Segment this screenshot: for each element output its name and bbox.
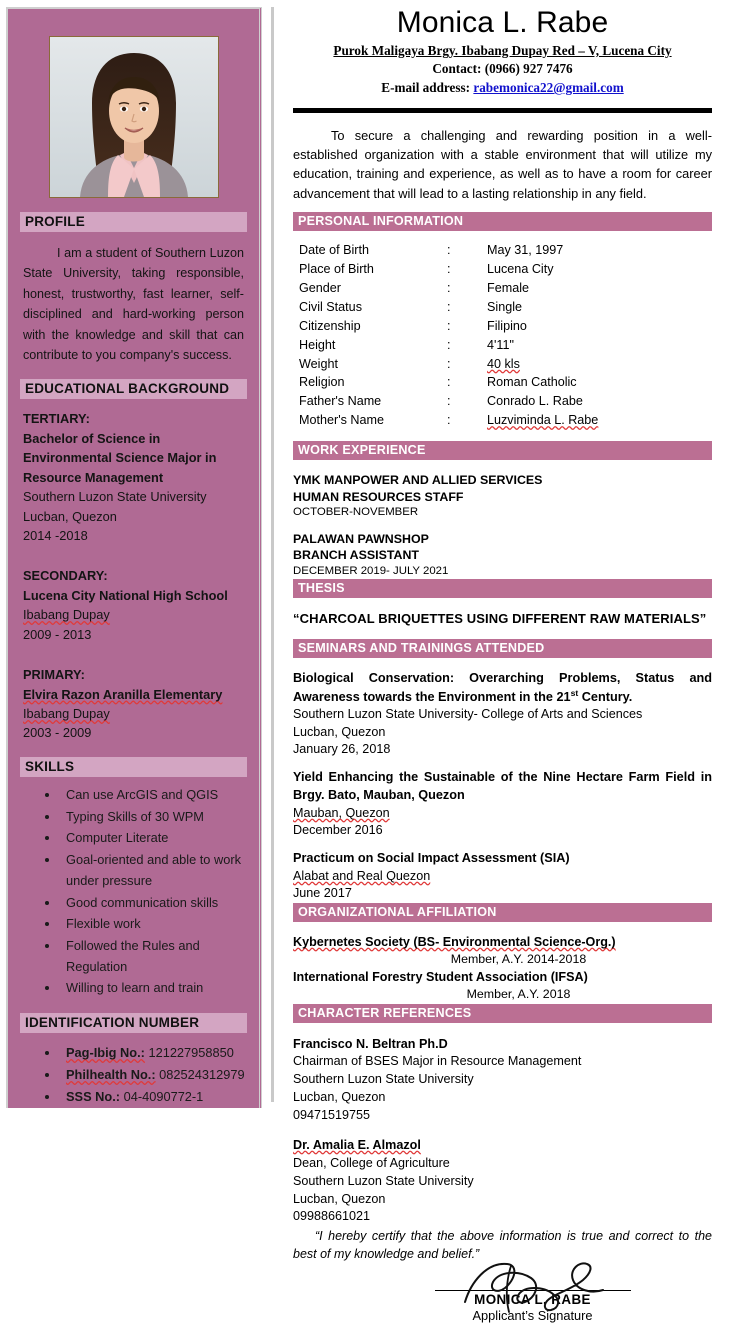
job-company: YMK MANPOWER AND ALLIED SERVICES <box>293 473 543 488</box>
list-item: • Willing to learn and train <box>60 978 247 999</box>
field-label: Place of Birth <box>299 262 374 277</box>
list-item: • Computer Literate <box>60 828 247 849</box>
id-label: Pag-Ibig No.: <box>66 1045 145 1061</box>
education-school: Ibabang Dupay <box>23 607 110 623</box>
job-dates: OCTOBER-NOVEMBER <box>293 506 419 519</box>
education-location: Lucban, Quezon <box>23 508 117 524</box>
field-label: Religion <box>299 375 345 390</box>
organization-name: International Forestry Student Association (IFSA) <box>293 969 588 984</box>
table-row <box>299 374 598 393</box>
education-body <box>20 409 247 743</box>
reference-name: Francisco N. Beltran Ph.D <box>293 1036 448 1051</box>
table-row <box>299 242 598 261</box>
education-program-line: Lucena City National High School <box>23 587 228 603</box>
list-item: • Typing Skills of 30 WPM <box>60 807 247 828</box>
field-value: Conrado L. Rabe <box>487 394 583 409</box>
header-contact: Contact: (0966) 927 7476 <box>432 61 573 77</box>
spacer <box>293 1125 712 1137</box>
sidebar-heading-skills: SKILLS <box>20 757 247 777</box>
seminar-line: June 2017 <box>293 886 352 901</box>
organization-role: Member, A.Y. 2018 <box>466 987 571 1002</box>
reference-line: Dean, College of Agriculture <box>293 1155 450 1170</box>
field-label: Gender <box>299 281 342 296</box>
profile-body <box>20 243 247 365</box>
signature-block <box>293 1290 712 1325</box>
table-row <box>299 280 598 299</box>
list-item <box>60 1086 247 1108</box>
thesis-title: “CHARCOAL BRIQUETTES USING DIFFERENT RAW MATERIALS” <box>293 611 707 627</box>
job-dates: DECEMBER 2019- JULY 2021 <box>293 564 449 577</box>
objective-text: To secure a challenging and rewarding position in a well-established organization with a stable environment that will utilize my education, training and experience, as well as to have a room for career advancement that will lead to a lasting relationship in any field. <box>293 127 712 201</box>
reference-line: Chairman of BSES Major in Resource Management <box>293 1054 582 1069</box>
seminars-body <box>293 670 712 902</box>
education-years: 2014 -2018 <box>23 527 88 543</box>
list-item <box>60 1064 247 1086</box>
seminar-title: Biological Conservation: Overarching Problems, Status and Awareness towards the Environment in the 21st Century. <box>293 671 712 704</box>
list-item: • Flexible work <box>60 914 247 935</box>
job-position: BRANCH ASSISTANT <box>293 548 419 563</box>
table-row <box>299 318 598 337</box>
main-column <box>281 0 750 1323</box>
email-link[interactable]: rabemonica22@gmail.com <box>473 80 624 96</box>
sidebar-panel <box>6 7 262 1108</box>
education-program-line: Bachelor of Science in <box>23 430 161 446</box>
seminar-title: Practicum on Social Impact Assessment (SIA) <box>293 851 570 866</box>
seminar-line: Mauban, Quezon <box>293 805 390 820</box>
section-heading-character-references: CHARACTER REFERENCES <box>293 1004 712 1023</box>
email-label: E-mail address: <box>381 80 471 96</box>
sidebar-heading-profile: PROFILE <box>20 212 247 232</box>
divider <box>293 108 712 113</box>
education-years: 2009 - 2013 <box>23 626 92 642</box>
field-separator: : <box>447 243 451 258</box>
signature-name: MONICA L. RABE <box>474 1291 591 1307</box>
section-heading-work-experience: WORK EXPERIENCE <box>293 441 712 460</box>
field-separator: : <box>447 318 451 333</box>
sidebar-heading-identification: IDENTIFICATION NUMBER <box>20 1013 247 1033</box>
education-level: PRIMARY: <box>23 667 85 683</box>
job-company: PALAWAN PAWNSHOP <box>293 531 429 546</box>
reference-phone: 09471519755 <box>293 1108 371 1122</box>
applicant-photo <box>49 36 219 198</box>
education-entry <box>23 665 244 743</box>
organizational-affiliation-body <box>293 934 712 1004</box>
field-separator: : <box>447 394 451 409</box>
section-heading-seminars: SEMINARS AND TRAININGS ATTENDED <box>293 639 712 658</box>
field-value: May 31, 1997 <box>487 243 564 258</box>
skills-list <box>20 785 247 999</box>
table-row <box>299 299 598 318</box>
field-label: Weight <box>299 356 338 371</box>
field-label: Date of Birth <box>299 243 369 258</box>
reference-line: Lucban, Quezon <box>293 1090 386 1105</box>
personal-information-table <box>299 242 598 431</box>
signature-line <box>435 1290 631 1291</box>
signature-caption: Applicant’s Signature <box>472 1307 593 1323</box>
signature-inner <box>435 1290 631 1323</box>
seminar-entry <box>293 670 712 758</box>
job-position: HUMAN RESOURCES STAFF <box>293 489 464 504</box>
education-entry <box>23 566 244 644</box>
seminar-entry <box>293 769 712 839</box>
spacer <box>23 644 244 655</box>
id-label: SSS No.: <box>66 1089 121 1105</box>
field-value: Roman Catholic <box>487 375 577 390</box>
field-separator: : <box>447 375 451 390</box>
organization-name: Kybernetes Society (BS- Environmental Science-Org.) <box>293 934 616 949</box>
seminar-line: Southern Luzon State University- College of Arts and Sciences <box>293 707 643 722</box>
reference-line: Lucban, Quezon <box>293 1191 386 1206</box>
spacer <box>293 521 712 531</box>
job-entry <box>293 531 712 580</box>
field-separator: : <box>447 262 451 277</box>
page-title: Monica L. Rabe <box>396 6 609 39</box>
profile-text: I am a student of Southern Luzon State University, taking responsible, honest, trustworthy, fast learner, self-disciplined and hard-working person with the knowledge and skill that can contribute to you company's success. <box>23 246 244 362</box>
field-value: 40 kls <box>487 356 520 371</box>
field-label: Height <box>299 337 336 352</box>
field-separator: : <box>447 337 451 352</box>
table-row <box>299 412 598 431</box>
field-separator: : <box>447 356 451 371</box>
character-references-body <box>293 1036 712 1227</box>
header-email <box>293 79 712 98</box>
list-item: • Followed the Rules and Regulation <box>60 936 247 977</box>
field-value: Female <box>487 281 529 296</box>
education-school: Ibabang Dupay <box>23 706 110 722</box>
id-value: 121227958850 <box>148 1045 234 1061</box>
education-school: Southern Luzon State University <box>23 489 207 505</box>
seminar-line: December 2016 <box>293 822 383 837</box>
field-label: Father's Name <box>299 394 382 409</box>
education-program-line: Environmental Science Major in <box>23 450 217 466</box>
spacer <box>293 758 712 769</box>
reference-entry <box>293 1036 712 1125</box>
id-value: 082524312979 <box>159 1067 245 1083</box>
field-separator: : <box>447 281 451 296</box>
list-item: • Goal-oriented and able to work under pressure <box>60 850 247 891</box>
education-level: SECONDARY: <box>23 568 108 584</box>
field-value: 4'11" <box>487 337 514 352</box>
portrait-illustration <box>50 37 218 197</box>
seminar-title: Yield Enhancing the Sustainable of the Nine Hectare Farm Field in Brgy. Bato, Mauban, Quezon <box>293 770 712 802</box>
table-row <box>299 356 598 375</box>
certification-statement: “I hereby certify that the above information is true and correct to the best of my knowledge and belief.” <box>293 1229 712 1261</box>
education-program-line: Resource Management <box>23 469 164 485</box>
table-row <box>299 261 598 280</box>
reference-phone: 09988661021 <box>293 1209 371 1224</box>
reference-line: Southern Luzon State University <box>293 1173 474 1188</box>
spacer <box>293 839 712 850</box>
sidebar-heading-education: EDUCATIONAL BACKGROUND <box>20 379 247 399</box>
education-entry <box>23 409 244 545</box>
table-row <box>299 337 598 356</box>
field-value: Single <box>487 299 523 314</box>
field-label: Civil Status <box>299 299 362 314</box>
sidebar-outer-rule <box>271 7 274 1102</box>
job-entry <box>293 472 712 521</box>
field-label: Mother's Name <box>299 413 384 428</box>
field-separator: : <box>447 413 451 428</box>
table-row <box>299 393 598 412</box>
spacer <box>23 545 244 556</box>
field-label: Citizenship <box>299 318 361 333</box>
sidebar-column <box>0 0 281 1105</box>
seminar-line: Lucban, Quezon <box>293 724 386 739</box>
list-item <box>60 1042 247 1064</box>
field-separator: : <box>447 299 451 314</box>
work-experience-body <box>293 472 712 579</box>
section-heading-personal-information: PERSONAL INFORMATION <box>293 212 712 231</box>
section-heading-thesis: THESIS <box>293 579 712 598</box>
education-years: 2003 - 2009 <box>23 725 92 741</box>
field-value: Filipino <box>487 318 527 333</box>
seminar-entry <box>293 850 712 902</box>
seminar-line: January 26, 2018 <box>293 742 391 757</box>
header-address: Purok Maligaya Brgy. Ibabang Dupay Red – V, Lucena City <box>333 42 672 58</box>
list-item: • Can use ArcGIS and QGIS <box>60 785 247 806</box>
seminar-line: Alabat and Real Quezon <box>293 868 431 883</box>
education-level: TERTIARY: <box>23 411 90 427</box>
list-item: • Good communication skills <box>60 893 247 914</box>
education-program-line: Elvira Razon Aranilla Elementary <box>23 686 223 702</box>
field-value: Lucena City <box>487 262 554 277</box>
organization-role: Member, A.Y. 2014-2018 <box>450 952 587 967</box>
reference-entry <box>293 1137 712 1226</box>
id-label: Philhealth No.: <box>66 1067 156 1083</box>
section-heading-organizational-affiliation: ORGANIZATIONAL AFFILIATION <box>293 903 712 922</box>
identification-list <box>20 1042 247 1108</box>
field-value: Luzviminda L. Rabe <box>487 413 599 428</box>
reference-name: Dr. Amalia E. Almazol <box>293 1137 421 1152</box>
reference-line: Southern Luzon State University <box>293 1072 474 1087</box>
id-value: 04-4090772-1 <box>123 1089 204 1105</box>
